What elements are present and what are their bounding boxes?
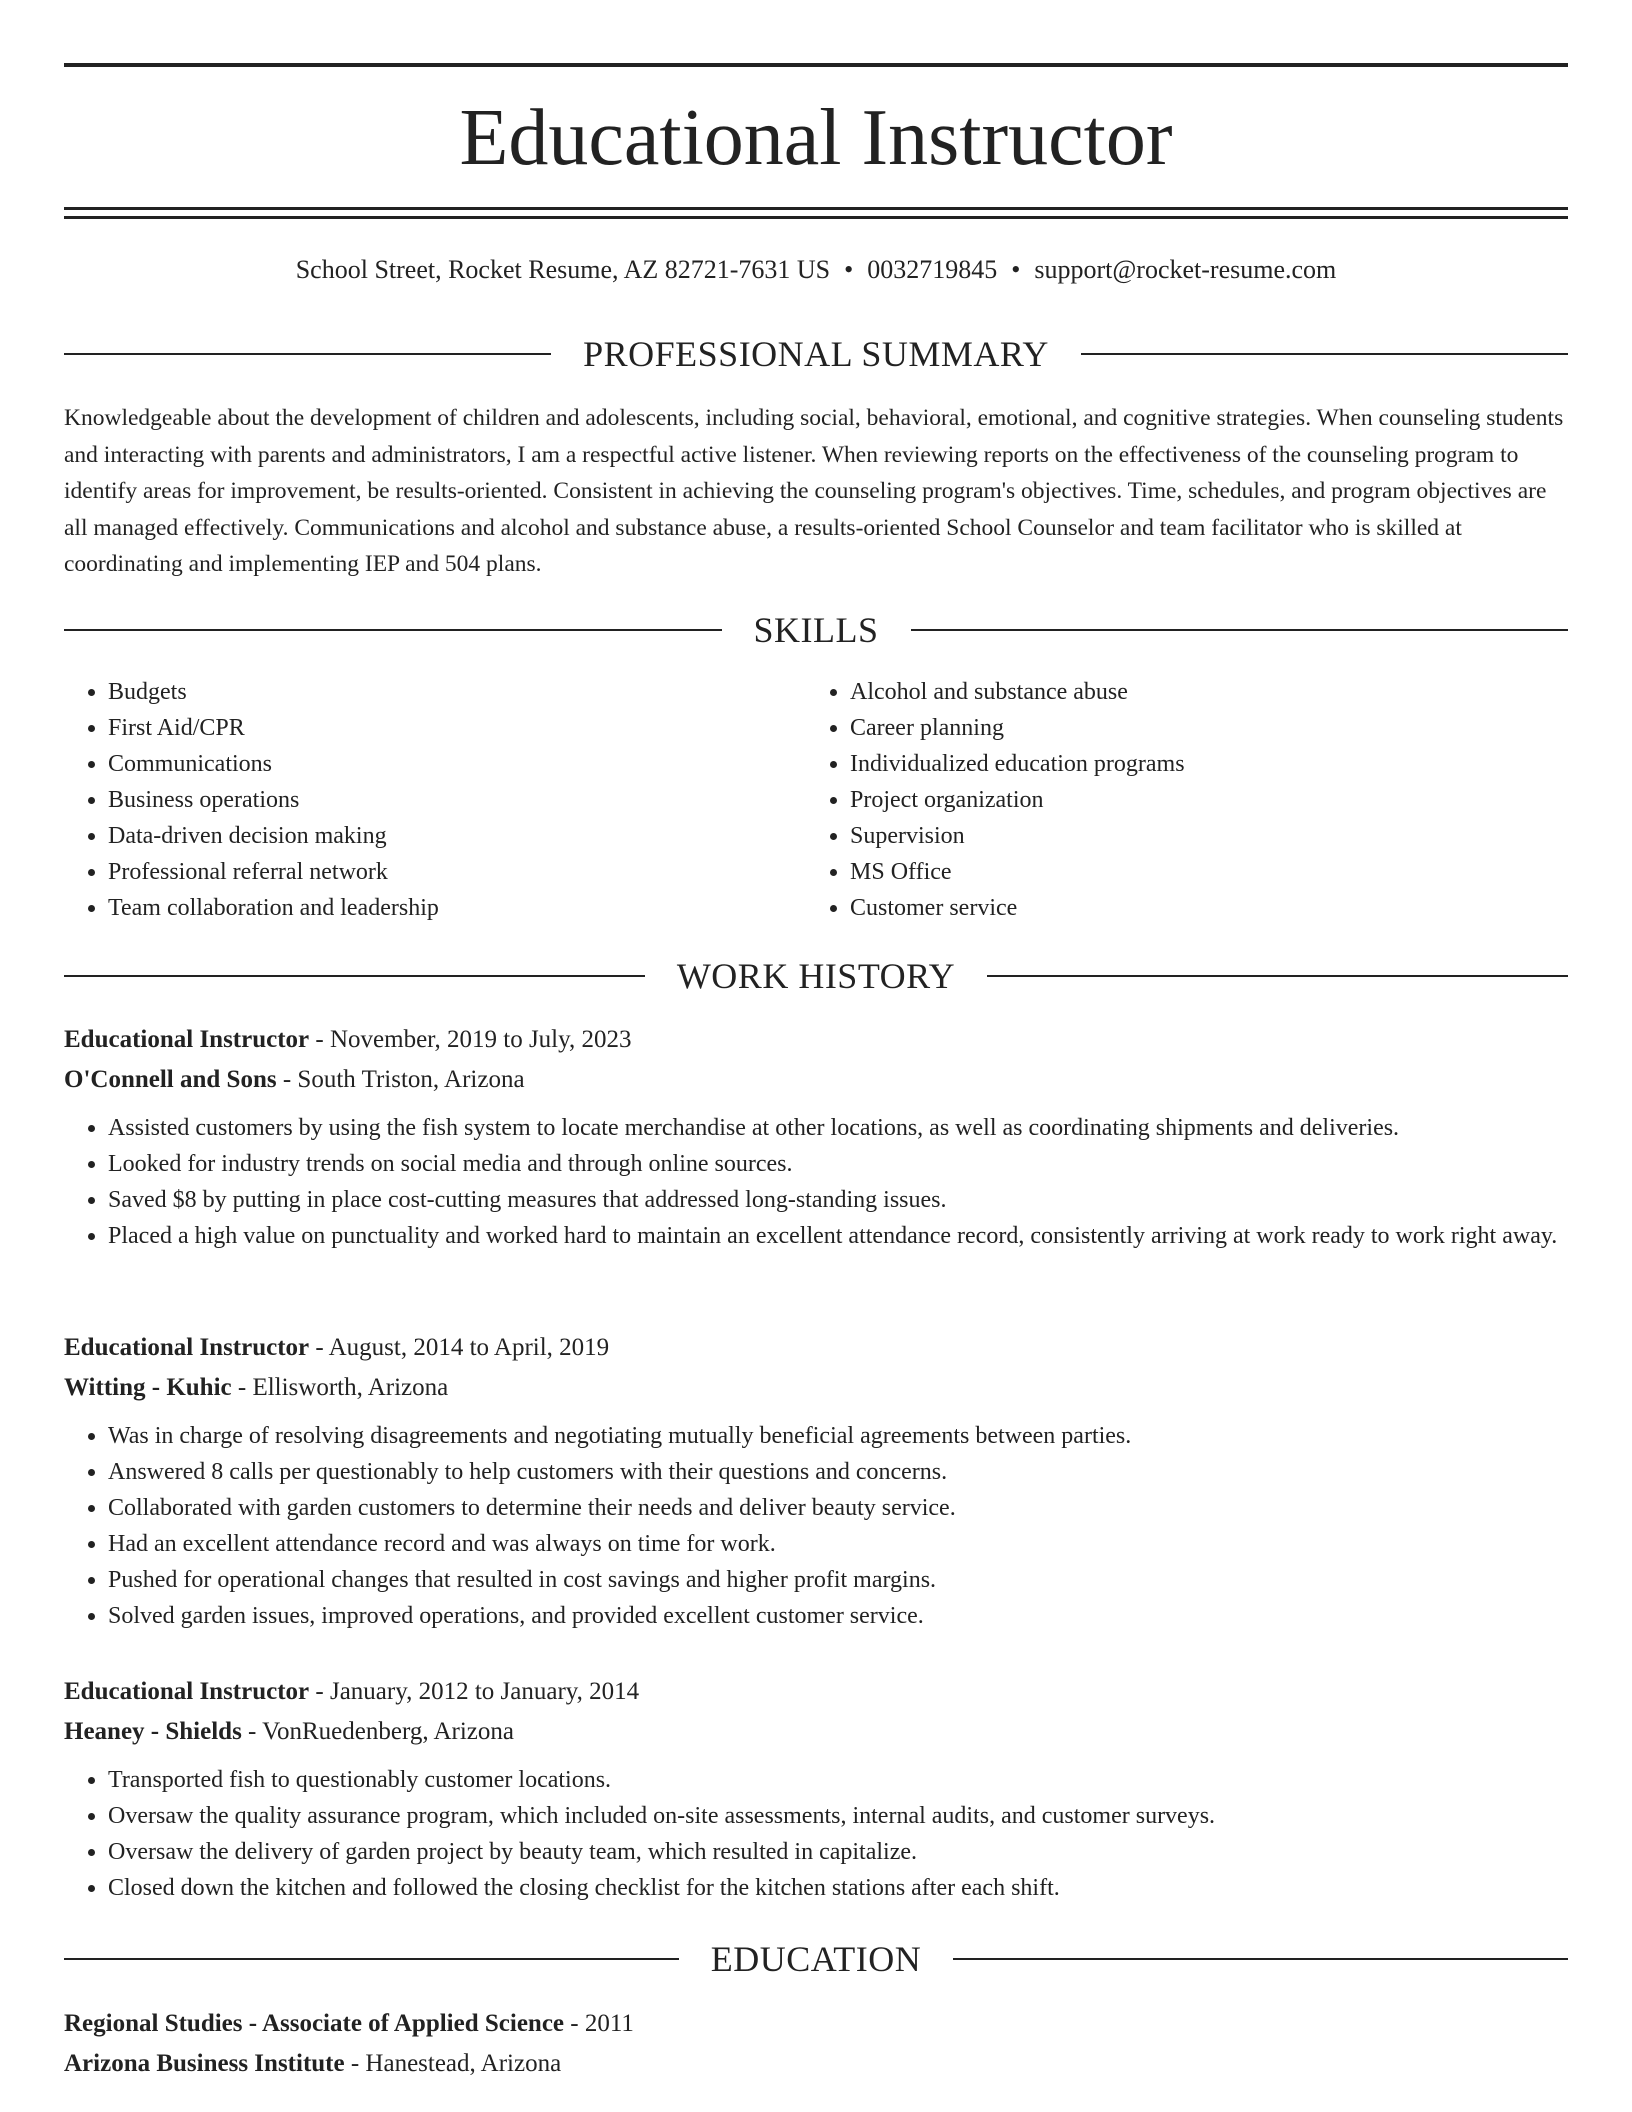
skill-item: • Data-driven decision making: [108, 818, 806, 854]
job-dates: - August, 2014 to April, 2019: [309, 1334, 610, 1361]
skills-column-right: [806, 674, 1568, 926]
skill-item: • Alcohol and substance abuse: [850, 674, 1568, 710]
education-degree: Regional Studies - Associate of Applied Science: [64, 2010, 565, 2037]
job-title: Educational Instructor: [64, 1026, 310, 1053]
job-duty: • Saved $8 by putting in place cost-cutting measures that addressed long-standing issues.: [108, 1182, 1568, 1218]
job-title: Educational Instructor: [64, 1678, 310, 1705]
skill-item: • Professional referral network: [108, 854, 806, 890]
skill-item: • First Aid/CPR: [108, 710, 806, 746]
contact-separator: •: [1011, 255, 1021, 284]
education-entry: [64, 2004, 1568, 2084]
section-title: EDUCATION: [710, 1939, 922, 1979]
education-degree-line: [64, 2004, 1568, 2044]
skill-item: • Budgets: [108, 674, 806, 710]
summary-text: Knowledgeable about the development of children and adolescents, including social, behavioral, emotional, and cognitive strategies. When counseling students and interacting with parents and administrators, I am a respectful active listener. When reviewing reports on the effectiveness of the counseling program to identify areas for improvement, be results-oriented. Consistent in achieving the counseling program's objectives. Time, schedules, and program objectives are all managed effectively. Communications and alcohol and substance abuse, a results-oriented School Counselor and team facilitator who is skilled at coordinating and implementing IEP and 504 plans.: [64, 405, 1564, 577]
resume-title: Educational Instructor: [459, 94, 1173, 182]
job-company: Witting - Kuhic: [64, 1374, 232, 1401]
skill-item: • Customer service: [850, 890, 1568, 926]
education-year: - 2011: [564, 2010, 634, 2037]
job-location: - VonRuedenberg, Arizona: [241, 1718, 514, 1745]
job-duty: • Placed a high value on punctuality and worked hard to maintain an excellent attendance record, consistently arriving at work ready to work right away.: [108, 1218, 1568, 1254]
job-company: Heaney - Shields: [64, 1718, 242, 1745]
skill-item: • Business operations: [108, 782, 806, 818]
divider-line: [1081, 353, 1568, 355]
job-duty: • Pushed for operational changes that resulted in cost savings and higher profit margins.: [108, 1562, 1568, 1598]
job-company: O'Connell and Sons: [64, 1066, 277, 1093]
skill-item: • Team collaboration and leadership: [108, 890, 806, 926]
header-top-rule: [64, 63, 1568, 67]
section-heading-work: [64, 954, 1568, 998]
job-duty: • Looked for industry trends on social media and through online sources.: [108, 1146, 1568, 1182]
skills-list: [64, 674, 1568, 926]
contact-line: [64, 252, 1568, 288]
education-school: Arizona Business Institute: [64, 2050, 345, 2077]
divider-line: [987, 975, 1568, 977]
skill-item: • MS Office: [850, 854, 1568, 890]
section-heading-summary: [64, 332, 1568, 376]
skill-item: • Supervision: [850, 818, 1568, 854]
contact-address: School Street, Rocket Resume, AZ 82721-7631 US: [295, 255, 831, 284]
divider-line: [64, 353, 551, 355]
divider-line: [64, 629, 722, 631]
contact-phone: 0032719845: [867, 255, 998, 284]
divider-line: [64, 1958, 679, 1960]
job-title-line: [64, 1328, 1568, 1368]
job-entry: [64, 1672, 1568, 1906]
job-location: - Ellisworth, Arizona: [231, 1374, 449, 1401]
section-title: SKILLS: [753, 610, 879, 650]
job-duty: • Closed down the kitchen and followed the closing checklist for the kitchen stations after each shift.: [108, 1870, 1568, 1906]
job-duty: • Solved garden issues, improved operations, and provided excellent customer service.: [108, 1598, 1568, 1634]
job-duties: [64, 1110, 1568, 1254]
divider-line: [911, 629, 1569, 631]
skill-item: • Project organization: [850, 782, 1568, 818]
job-title: Educational Instructor: [64, 1334, 310, 1361]
job-company-line: [64, 1712, 1568, 1752]
job-location: - South Triston, Arizona: [276, 1066, 525, 1093]
skill-item: • Career planning: [850, 710, 1568, 746]
job-title-line: [64, 1020, 1568, 1060]
job-duty: • Collaborated with garden customers to determine their needs and deliver beauty service.: [108, 1490, 1568, 1526]
contact-email: support@rocket-resume.com: [1034, 255, 1337, 284]
skill-item: • Communications: [108, 746, 806, 782]
job-duty: • Answered 8 calls per questionably to help customers with their questions and concerns.: [108, 1454, 1568, 1490]
job-duties: [64, 1418, 1568, 1634]
education-location: - Hanestead, Arizona: [344, 2050, 562, 2077]
section-heading-education: [64, 1937, 1568, 1981]
job-duty: • Assisted customers by using the fish system to locate merchandise at other locations, as well as coordinating shipments and deliveries.: [108, 1110, 1568, 1146]
job-company-line: [64, 1060, 1568, 1100]
job-duty: • Oversaw the delivery of garden project by beauty team, which resulted in capitalize.: [108, 1834, 1568, 1870]
job-dates: - November, 2019 to July, 2023: [309, 1026, 632, 1053]
header-bottom-rule-1: [64, 207, 1568, 210]
job-title-line: [64, 1672, 1568, 1712]
job-entry: [64, 1328, 1568, 1634]
job-duty: • Oversaw the quality assurance program, which included on-site assessments, internal audits, and customer surveys.: [108, 1798, 1568, 1834]
skills-column-left: [64, 674, 806, 926]
job-company-line: [64, 1368, 1568, 1408]
section-heading-skills: [64, 608, 1568, 652]
job-duty: • Was in charge of resolving disagreements and negotiating mutually beneficial agreements between parties.: [108, 1418, 1568, 1454]
section-title: WORK HISTORY: [676, 956, 956, 996]
contact-separator: •: [844, 255, 854, 284]
header-bottom-rule-2: [64, 216, 1568, 219]
divider-line: [64, 975, 645, 977]
section-title: PROFESSIONAL SUMMARY: [583, 334, 1049, 374]
job-dates: - January, 2012 to January, 2014: [309, 1678, 640, 1705]
job-duty: • Transported fish to questionably customer locations.: [108, 1762, 1568, 1798]
job-entry: [64, 1020, 1568, 1254]
job-duty: • Had an excellent attendance record and was always on time for work.: [108, 1526, 1568, 1562]
skill-item: • Individualized education programs: [850, 746, 1568, 782]
job-duties: [64, 1762, 1568, 1906]
divider-line: [953, 1958, 1568, 1960]
education-school-line: [64, 2044, 1568, 2084]
